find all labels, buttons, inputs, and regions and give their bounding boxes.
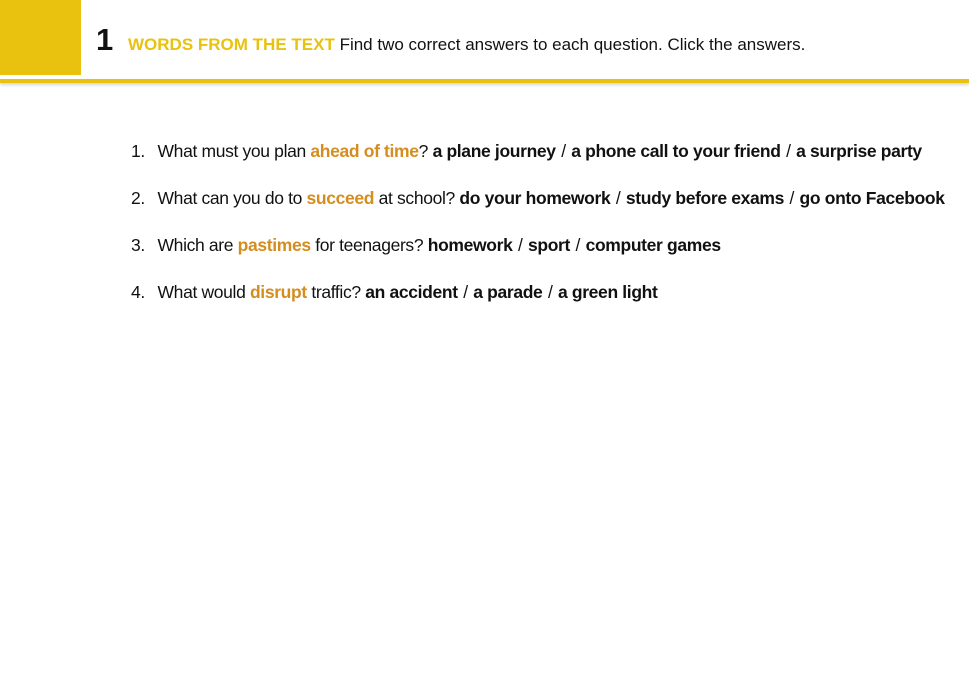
answer-separator: / bbox=[789, 188, 795, 208]
answer-option[interactable]: an accident bbox=[365, 282, 458, 302]
answer-separator: / bbox=[615, 188, 621, 208]
question-number: 4. bbox=[131, 282, 145, 302]
instruction-text: Find two correct answers to each question. Click the answers. bbox=[339, 35, 806, 54]
question-text-after: traffic? bbox=[311, 282, 361, 302]
answer-separator: / bbox=[561, 141, 566, 161]
answer-separator: / bbox=[517, 235, 523, 255]
exercise-number: 1 bbox=[96, 22, 114, 57]
header-divider bbox=[0, 79, 969, 83]
question-text-before: What would bbox=[157, 282, 246, 302]
question-keyword: ahead of time bbox=[310, 141, 419, 161]
question-item bbox=[131, 280, 945, 327]
question-text-after: ? bbox=[418, 141, 429, 161]
answer-option[interactable]: a plane journey bbox=[432, 141, 556, 161]
question-text-after: for teenagers? bbox=[315, 235, 424, 255]
answer-separator: / bbox=[575, 235, 581, 255]
answer-option[interactable]: do your homework bbox=[459, 188, 611, 208]
instruction-line bbox=[128, 35, 805, 55]
answer-separator: / bbox=[547, 282, 553, 302]
answer-option[interactable]: sport bbox=[528, 235, 571, 255]
question-text-before: What must you plan bbox=[157, 141, 306, 161]
answer-option[interactable]: homework bbox=[427, 235, 513, 255]
question-text-after: at school? bbox=[378, 188, 455, 208]
question-number: 3. bbox=[131, 235, 145, 255]
question-text-before: What can you do to bbox=[157, 188, 302, 208]
question-item bbox=[131, 233, 945, 280]
question-text-before: Which are bbox=[157, 235, 234, 255]
question-keyword: pastimes bbox=[237, 235, 311, 255]
question-number: 1. bbox=[131, 141, 145, 161]
answer-option[interactable]: study before exams bbox=[625, 188, 784, 208]
answer-option[interactable]: a green light bbox=[557, 282, 658, 302]
question-keyword: disrupt bbox=[249, 282, 307, 302]
answer-option[interactable]: a surprise party bbox=[796, 141, 922, 161]
instruction-heading: WORDS FROM THE TEXT bbox=[128, 35, 335, 54]
question-list bbox=[131, 139, 945, 327]
answer-separator: / bbox=[463, 282, 468, 302]
answer-option[interactable]: computer games bbox=[585, 235, 721, 255]
question-keyword: succeed bbox=[306, 188, 375, 208]
answer-option[interactable]: a parade bbox=[473, 282, 543, 302]
question-item bbox=[131, 186, 945, 233]
answer-option[interactable]: go onto Facebook bbox=[799, 188, 945, 208]
header-accent-block bbox=[0, 0, 81, 75]
question-number: 2. bbox=[131, 188, 145, 208]
answer-separator: / bbox=[786, 141, 791, 161]
question-item bbox=[131, 139, 945, 186]
answer-option[interactable]: a phone call to your friend bbox=[571, 141, 781, 161]
